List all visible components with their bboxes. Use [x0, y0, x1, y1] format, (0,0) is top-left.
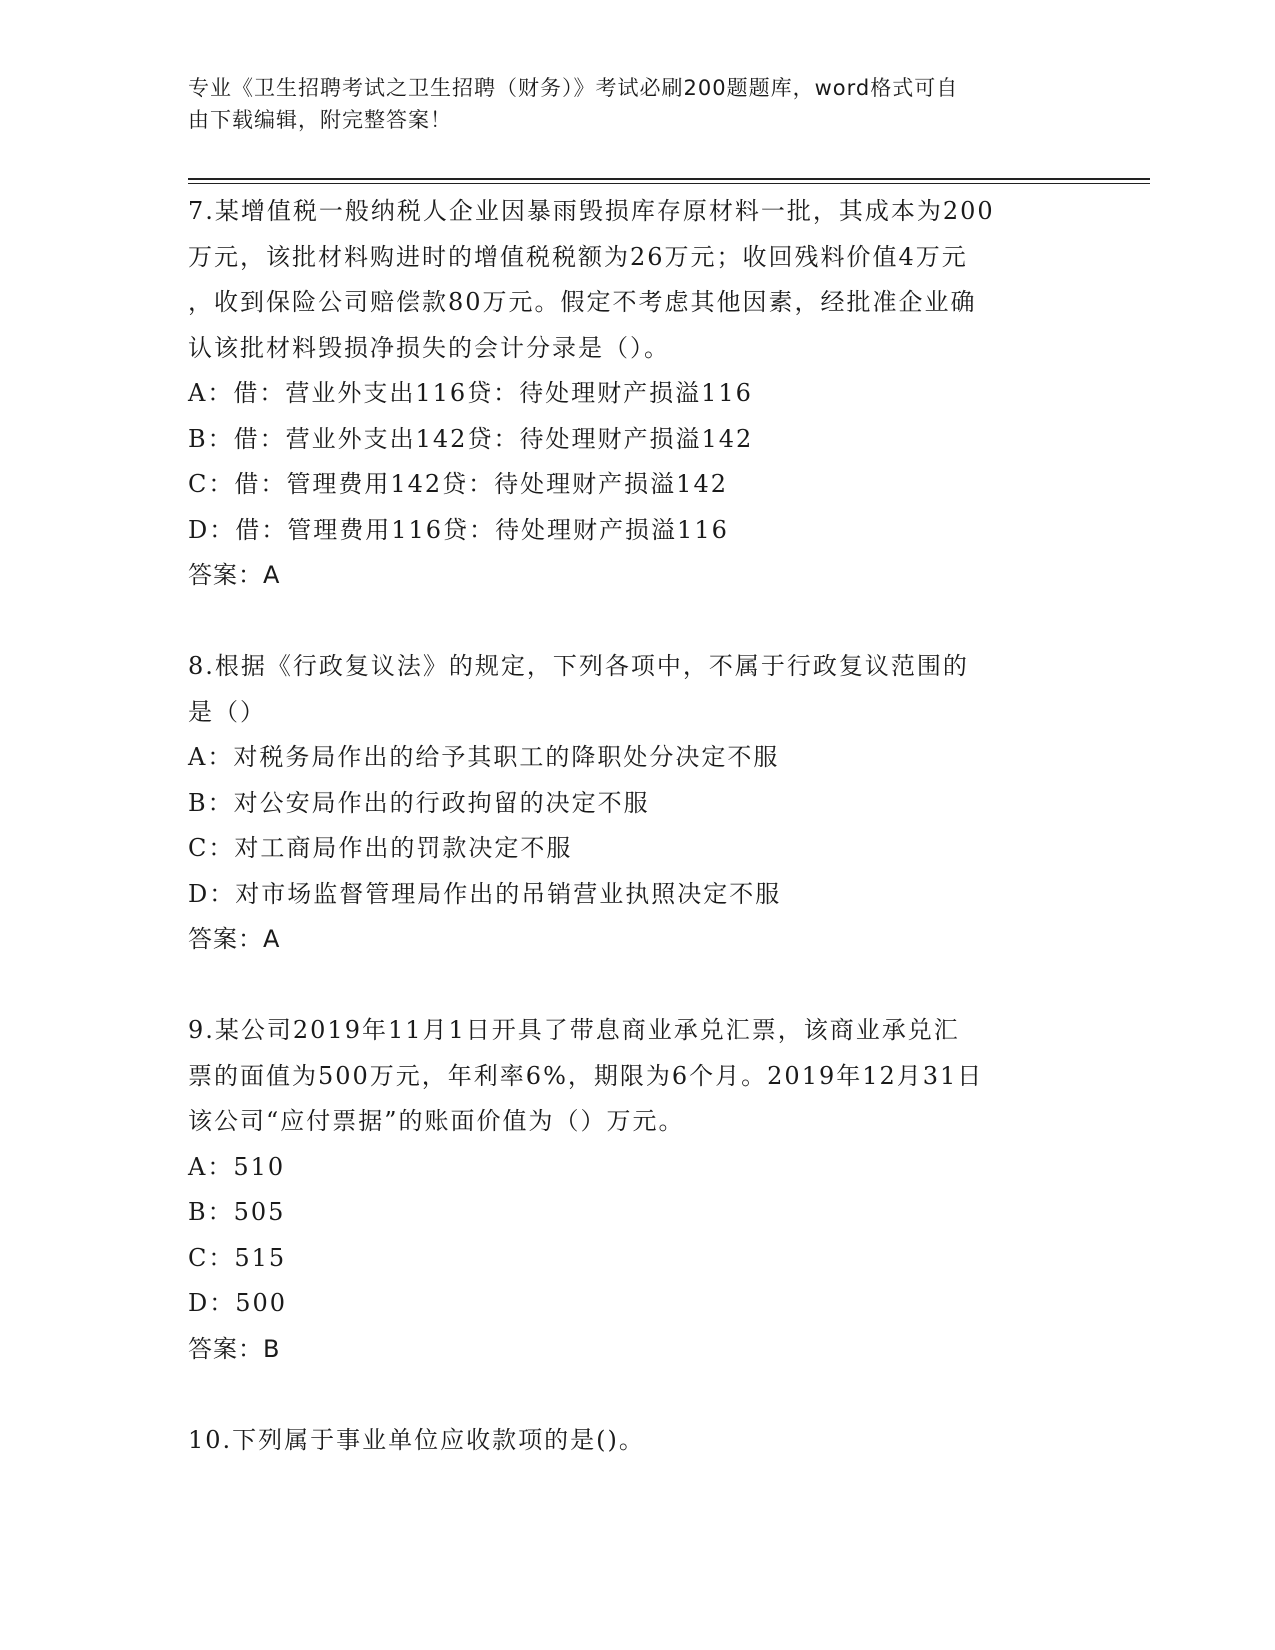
option-a: A：对税务局作出的给予其职工的降职处分决定不服 — [188, 743, 780, 771]
question-text-line: 是（） — [188, 697, 266, 726]
question-text-line: 票的面值为500万元，年利率6%，期限为6个月。2019年12月31日 — [188, 1061, 984, 1090]
option-d: D：对市场监督管理局作出的吊销营业执照决定不服 — [188, 879, 782, 908]
question-9 — [188, 1008, 1088, 1372]
option-b: B：505 — [188, 1198, 286, 1226]
question-text-line: 10.下列属于事业单位应收款项的是()。 — [188, 1425, 645, 1454]
question-text-line: 该公司“应付票据”的账面价值为（）万元。 — [188, 1107, 685, 1135]
option-d: D：借：管理费用116贷：待处理财产损溢116 — [188, 515, 729, 544]
question-text-line: 9.某公司2019年11月1日开具了带息商业承兑汇票，该商业承兑汇 — [188, 1016, 960, 1044]
option-a: A：510 — [188, 1152, 286, 1181]
answer-label: 答案：A — [188, 561, 281, 589]
question-8 — [188, 644, 1088, 963]
option-b: B：对公安局作出的行政拘留的决定不服 — [188, 788, 650, 817]
answer-label: 答案：B — [188, 1334, 281, 1363]
option-d: D：500 — [188, 1289, 288, 1317]
header-line-2: 由下载编辑，附完整答案！ — [188, 108, 452, 132]
option-a: A：借：营业外支出116贷：待处理财产损溢116 — [188, 379, 753, 407]
question-text-line: 认该批材料毁损净损失的会计分录是（）。 — [188, 333, 670, 362]
question-spacer — [188, 599, 1088, 645]
header-rule-thin — [188, 183, 1150, 184]
header-rule-thick — [188, 178, 1150, 180]
question-text-line: 万元，该批材料购进时的增值税税额为26万元；收回残料价值4万元 — [188, 242, 968, 271]
question-spacer — [188, 963, 1088, 1009]
option-c: C：借：管理费用142贷：待处理财产损溢142 — [188, 470, 728, 498]
question-10 — [188, 1418, 1088, 1464]
question-7 — [188, 189, 1088, 599]
question-text-line: 8.根据《行政复议法》的规定，下列各项中，不属于行政复议范围的 — [188, 652, 969, 680]
option-c: C：对工商局作出的罚款决定不服 — [188, 834, 573, 862]
document-header — [188, 72, 1068, 136]
question-list — [188, 189, 1088, 1463]
question-spacer — [188, 1372, 1088, 1418]
option-c: C：515 — [188, 1243, 287, 1272]
header-line-1: 专业《卫生招聘考试之卫生招聘（财务）》考试必刷200题题库，word格式可自 — [188, 76, 959, 100]
question-text-line: 7.某增值税一般纳税人企业因暴雨毁损库存原材料一批，其成本为200 — [188, 197, 995, 225]
question-text-line: ，收到保险公司赔偿款80万元。假定不考虑其他因素，经批准企业确 — [188, 288, 977, 316]
option-b: B：借：营业外支出142贷：待处理财产损溢142 — [188, 424, 754, 453]
answer-label: 答案：A — [188, 925, 281, 953]
